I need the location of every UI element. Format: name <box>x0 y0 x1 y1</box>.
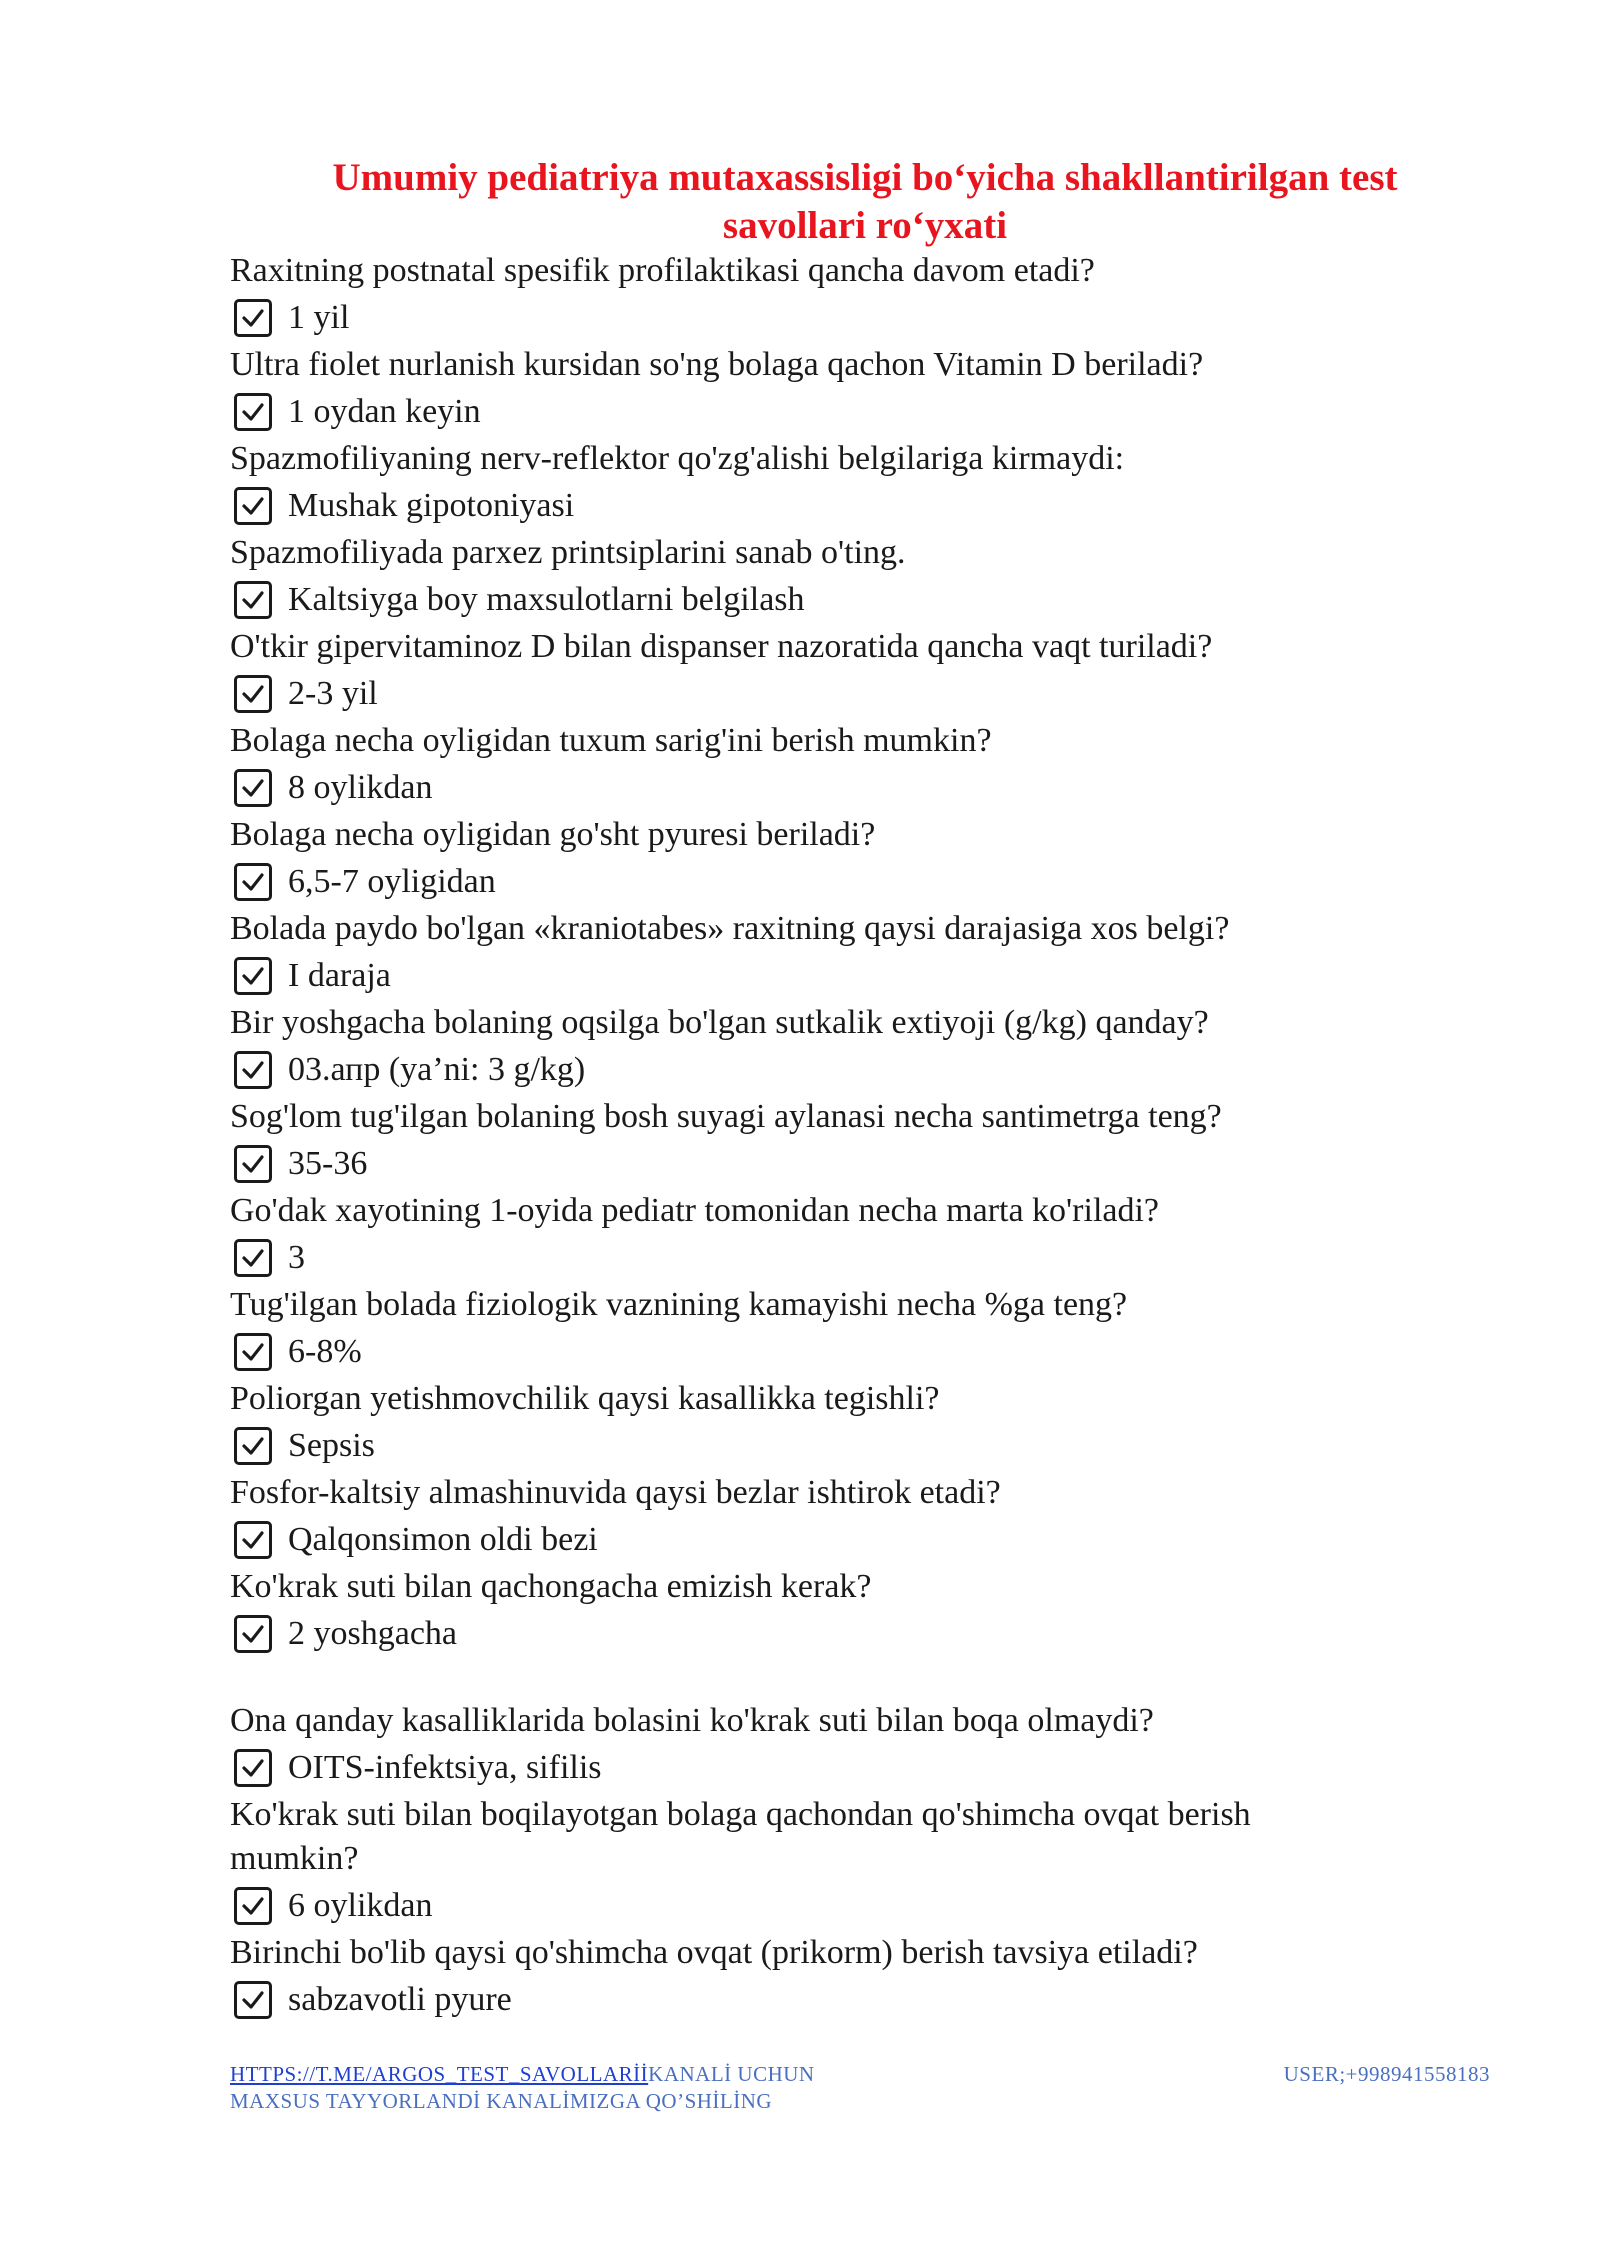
telegram-channel-link[interactable]: HTTPS://T.ME/ARGOS_TEST_SAVOLLARİİ <box>230 2062 649 2086</box>
checked-checkbox-icon <box>234 1749 272 1787</box>
checked-checkbox-icon <box>234 1981 272 2019</box>
question-text: Poliorgan yetishmovchilik qaysi kasallikka tegishli? <box>230 1380 940 1417</box>
answer-text: Qalqonsimon oldi bezi <box>288 1521 598 1558</box>
answer-row <box>230 1975 1380 2025</box>
checked-checkbox-icon <box>234 1051 272 1089</box>
answer-row <box>230 1421 1380 1471</box>
question-text: Tug'ilgan bolada fiziologik vaznining kamayishi necha %ga teng? <box>230 1286 1128 1323</box>
answer-row <box>230 1327 1380 1377</box>
checked-checkbox-icon <box>234 1333 272 1371</box>
checked-checkbox-icon <box>234 1521 272 1559</box>
checked-checkbox-icon <box>234 1239 272 1277</box>
title-line-1: Umumiy pediatriya mutaxassisligi bo‘yicha shakllantirilgan test <box>332 156 1398 199</box>
answer-row <box>230 1045 1380 1095</box>
answer-text: Kaltsiyga boy maxsulotlarni belgilash <box>288 581 805 618</box>
answer-text: OITS-infektsiya, sifilis <box>288 1749 602 1786</box>
answer-text: 6 oylikdan <box>288 1887 433 1924</box>
question-text: Bir yoshgacha bolaning oqsilga bo'lgan sutkalik extiyoji (g/kg) qanday? <box>230 1004 1209 1041</box>
question-text: Ona qanday kasalliklarida bolasini ko'krak suti bilan boqa olmaydi? <box>230 1702 1154 1739</box>
question-text: Birinchi bo'lib qaysi qo'shimcha ovqat (prikorm) berish tavsiya etiladi? <box>230 1934 1198 1971</box>
answer-row <box>230 763 1380 813</box>
answer-text: 2 yoshgacha <box>288 1615 458 1652</box>
question-text: Sog'lom tug'ilgan bolaning bosh suyagi aylanasi necha santimetrga teng? <box>230 1098 1222 1135</box>
checked-checkbox-icon <box>234 299 272 337</box>
answer-row <box>230 1881 1380 1931</box>
answer-text: 2-3 yil <box>288 675 378 712</box>
answer-row <box>230 1609 1380 1659</box>
answer-row <box>230 481 1380 531</box>
checked-checkbox-icon <box>234 957 272 995</box>
answer-text: 6,5-7 oyligidan <box>288 863 496 900</box>
answer-row <box>230 669 1380 719</box>
answer-text: 35-36 <box>288 1145 368 1182</box>
checked-checkbox-icon <box>234 769 272 807</box>
footer-note-text: KANALİ UCHUN MAXSUS TAYYORLANDİ KANALİMIZGA QO’SHİLİNG <box>230 2062 815 2113</box>
answer-text: 6-8% <box>288 1333 362 1370</box>
checked-checkbox-icon <box>234 863 272 901</box>
question-list <box>230 249 1380 2025</box>
question-text: Bolaga necha oyligidan go'sht pyuresi beriladi? <box>230 816 876 853</box>
question-text: Ko'krak suti bilan boqilayotgan bolaga qachondan qo'shimcha ovqat berish mumkin? <box>230 1796 1251 1877</box>
question-text: Go'dak xayotining 1-oyida pediatr tomonidan necha marta ko'riladi? <box>230 1192 1160 1229</box>
answer-row <box>230 857 1380 907</box>
checked-checkbox-icon <box>234 1145 272 1183</box>
question-text: O'tkir gipervitaminoz D bilan dispanser nazoratida qancha vaqt turiladi? <box>230 628 1213 665</box>
answer-row <box>230 1233 1380 1283</box>
checked-checkbox-icon <box>234 487 272 525</box>
checked-checkbox-icon <box>234 675 272 713</box>
question-text: Ko'krak suti bilan qachongacha emizish kerak? <box>230 1568 872 1605</box>
answer-text: 3 <box>288 1239 305 1276</box>
answer-text: Mushak gipotoniyasi <box>288 487 575 524</box>
question-text: Fosfor-kaltsiy almashinuvida qaysi bezlar ishtirok etadi? <box>230 1474 1001 1511</box>
question-text: Bolaga necha oyligidan tuxum sarig'ini berish mumkin? <box>230 722 992 759</box>
answer-row <box>230 575 1380 625</box>
question-text: Bolada paydo bo'lgan «kraniotabes» raxitning qaysi darajasiga xos belgi? <box>230 910 1230 947</box>
checked-checkbox-icon <box>234 581 272 619</box>
question-text: Raxitning postnatal spesifik profilaktikasi qancha davom etadi? <box>230 252 1095 289</box>
answer-row <box>230 293 1380 343</box>
answer-text: sabzavotli pyure <box>288 1981 512 2018</box>
answer-text: 1 yil <box>288 299 350 336</box>
answer-text: 03.апр (ya’ni: 3 g/kg) <box>288 1051 586 1088</box>
answer-row <box>230 1139 1380 1189</box>
question-text: Spazmofiliyada parxez printsiplarini sanab o'ting. <box>230 534 906 571</box>
answer-text: 8 oylikdan <box>288 769 433 806</box>
footer-user-contact: USER;+998941558183 <box>1283 2062 1490 2086</box>
answer-text: 1 oydan keyin <box>288 393 481 430</box>
answer-row <box>230 1743 1380 1793</box>
answer-row <box>230 951 1380 1001</box>
question-text: Ultra fiolet nurlanish kursidan so'ng bolaga qachon Vitamin D beriladi? <box>230 346 1204 383</box>
answer-row <box>230 387 1380 437</box>
question-text: Spazmofiliyaning nerv-reflektor qo'zg'alishi belgilariga kirmaydi: <box>230 440 1125 477</box>
title-line-2: savollari ro‘yxati <box>722 204 1008 247</box>
answer-row <box>230 1515 1380 1565</box>
checked-checkbox-icon <box>234 393 272 431</box>
checked-checkbox-icon <box>234 1427 272 1465</box>
checked-checkbox-icon <box>234 1615 272 1653</box>
checked-checkbox-icon <box>234 1887 272 1925</box>
document-title <box>230 154 1500 250</box>
answer-text: I daraja <box>288 957 391 994</box>
answer-text: Sepsis <box>288 1427 375 1464</box>
blank-line <box>230 1659 1380 1699</box>
footer-channel-note <box>230 2061 830 2115</box>
